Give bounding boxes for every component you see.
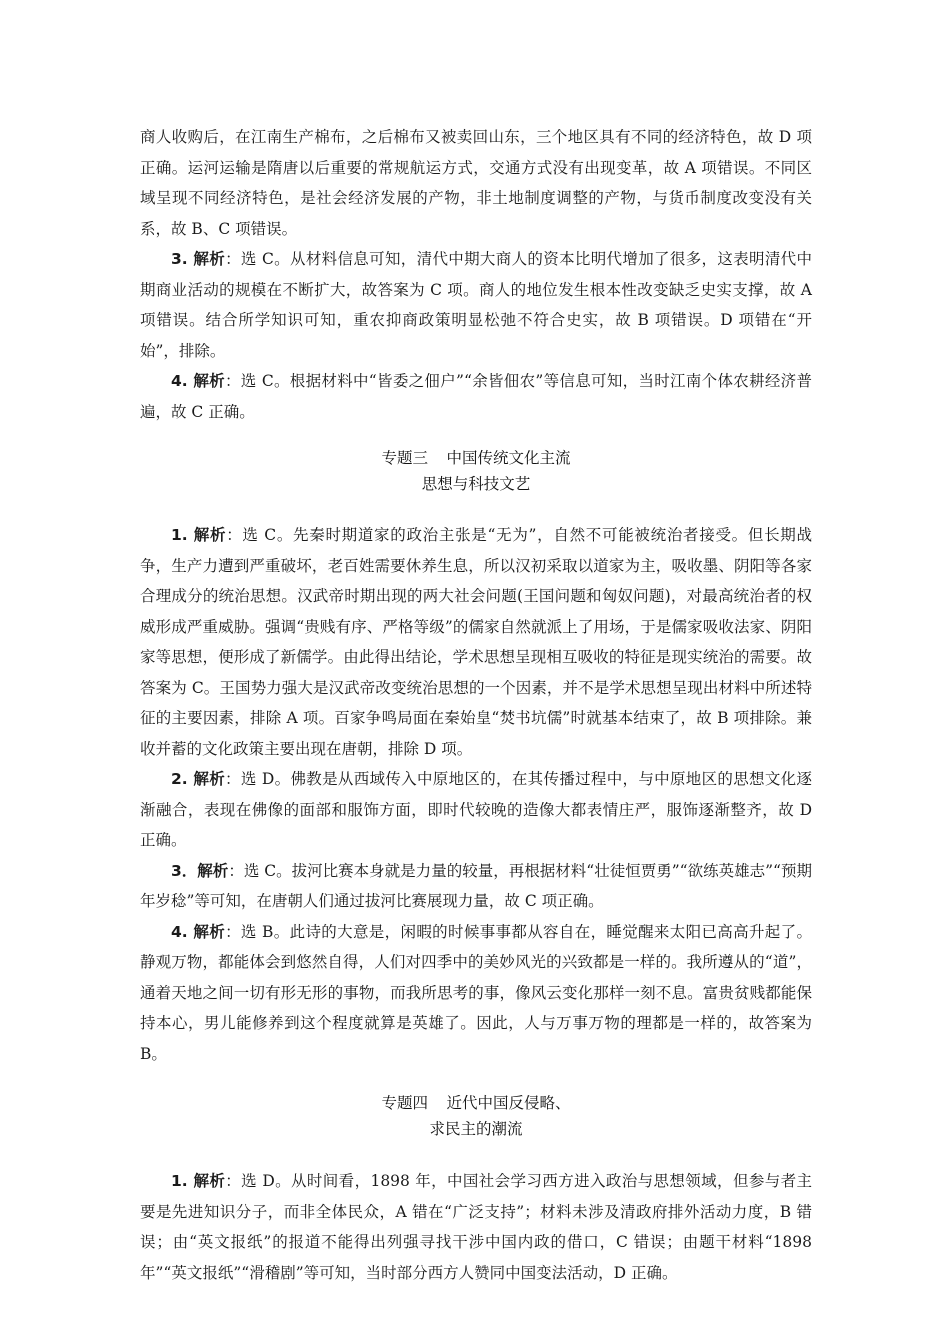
answer-text: ：选 D。佛教是从西域传入中原地区的，在其传播过程中，与中原地区的思想文化逐渐融合，表现在佛像的面部和服饰方面，即时代较晚的造像大都表情庄严，服饰逐渐整齐，故 D 正确。 xyxy=(140,770,812,849)
answer-label: 4. 解析 xyxy=(171,372,225,390)
answer-text: ：选 C。根据材料中“皆委之佃户”“余皆佃农”等信息可知，当时江南个体农耕经济普遍，故 C 正确。 xyxy=(140,372,812,421)
answer-paragraph xyxy=(140,764,812,856)
paragraph-intro: 商人收购后，在江南生产棉布，之后棉布又被卖回山东，三个地区具有不同的经济特色，故 D 项正确。运河运输是隋唐以后重要的常规航运方式，交通方式没有出现变革，故 A 项错误。不同区域呈现不同经济特色，是社会经济发展的产物，非土地制度调整的产物，与货币制度改变没有关系，故 B、C 项错误。 xyxy=(140,128,812,238)
section-title: 专题四 近代中国反侵略、 xyxy=(381,1094,571,1112)
document-page xyxy=(140,122,812,1288)
answer-label: 1. 解析 xyxy=(171,526,227,544)
section-title: 专题三 中国传统文化主流 xyxy=(381,449,571,467)
answer-paragraph xyxy=(140,520,812,764)
section-subtitle: 求民主的潮流 xyxy=(429,1120,523,1138)
answer-text: ：选 C。拔河比赛本身就是力量的较量，再根据材料“壮徒恒贾勇”“欲练英雄志”“预期年岁稔”等可知，在唐朝人们通过拔河比赛展现力量，故 C 项正确。 xyxy=(140,861,812,910)
answer-text: ：选 C。从材料信息可知，清代中期大商人的资本比明代增加了很多，这表明清代中期商业活动的规模在不断扩大，故答案为 C 项。商人的地位发生根本性改变缺乏史实支撑，故 A 项错误。结合所学知识可知，重农抑商政策明显松弛不符合史实，故 B 项错误。D 项错在“开始”，排除。 xyxy=(140,250,812,360)
answer-text: ：选 B。此诗的大意是，闲暇的时候事事都从容自在，睡觉醒来太阳已高高升起了。静观万物，都能体会到悠然自得，人们对四季中的美妙风光的兴致都是一样的。我所遵从的“道”，通着天地之间一切有形无形的事物，而我所思考的事，像风云变化那样一刻不息。富贵贫贱都能保持本心，男儿能修养到这个程度就算是英雄了。因此，人与万事万物的理都是一样的，故答案为 B。 xyxy=(140,922,812,1063)
answer-text: ：选 D。从时间看，1898 年，中国社会学习西方进入政治与思想领域，但参与者主要是先进知识分子，而非全体民众，A 错在“广泛支持”；材料未涉及清政府排外活动力度，B 错误；由“英文报纸”的报道不能得出列强寻找干涉中国内政的借口，C 错误；由题干材料“1898 年”“英文报纸”“滑稽剧”等可知，当时部分西方人赞同中国变法活动，D 正确。 xyxy=(140,1172,812,1282)
section-heading xyxy=(140,1090,812,1142)
answer-paragraph xyxy=(140,856,812,917)
answer-label: 2. 解析 xyxy=(171,770,226,788)
answer-paragraph xyxy=(140,366,812,427)
answer-text: ：选 C。先秦时期道家的政治主张是“无为”，自然不可能被统治者接受。但长期战争，生产力遭到严重破坏，老百姓需要休养生息，所以汉初采取以道家为主，吸收墨、阴阳等各家合理成分的统治思想。汉武帝时期出现的两大社会问题(王国问题和匈奴问题)，对最高统治者的权威形成严重威胁。强调“贵贱有序、严格等级”的儒家自然就派上了用场，于是儒家吸收法家、阴阳家等思想，便形成了新儒学。由此得出结论，学术思想呈现相互吸收的特征是现实统治的需要。故答案为 C。王国势力强大是汉武帝改变统治思想的一个因素，并不是学术思想呈现出材料中所述特征的主要因素，排除 A 项。百家争鸣局面在秦始皇“焚书坑儒”时就基本结束了，故 B 项排除。兼收并蓄的文化政策主要出现在唐朝，排除 D 项。 xyxy=(140,526,813,758)
section-heading xyxy=(140,445,812,497)
answer-paragraph xyxy=(140,1166,812,1288)
answer-label: 4. 解析 xyxy=(171,922,226,941)
section-subtitle: 思想与科技文艺 xyxy=(421,475,531,493)
answer-paragraph xyxy=(140,917,812,1070)
answer-label: 1. 解析 xyxy=(171,1172,226,1190)
answer-label: 3．解析 xyxy=(171,861,229,880)
answer-label: 3. 解析 xyxy=(171,250,226,268)
answer-paragraph xyxy=(140,244,812,366)
